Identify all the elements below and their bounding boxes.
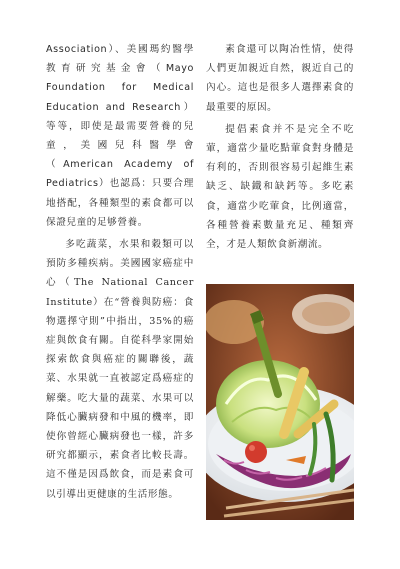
left-paragraph-2: 多吃蔬菜，水果和穀類可以預防多種疾病。美國國家癌症中心（The National Cancer Institute）在“營養與防癌：食物選擇守則”中指出，35%的癌症與飲食有關。自從科學家開始探索飲食與癌症的關聯後，蔬菜、水果就一直被認定爲癌症的解藥。吃大量的蔬菜、水果可以降低心臟病發和中風的機率，即使你曾經心臟病發也一樣，許多研究都顯示，素食者比較長壽。這不僅是因爲飲食，而是素食可以引導出更健康的生活形態。	[46, 239, 194, 500]
salad-illustration	[206, 284, 354, 520]
right-text-column	[206, 40, 354, 254]
left-paragraph-1: Association）、美國瑪約醫學教育研究基金會（Mayo Foundation for Medical Education and Research）等等，即使是最需要營養的兒童，美國兒科醫學會（American Academy of Pediatrics）也認爲：只要合理地搭配，各種類型的素食都可以保證兒童的足够營養。	[46, 44, 194, 228]
right-paragraph-1: 素食還可以陶冶性情，使得人們更加親近自然，親近自己的內心。這也是很多人選擇素食的最重要的原因。	[206, 44, 354, 113]
salad-photo	[206, 284, 354, 520]
right-paragraph-2: 提倡素食并不是完全不吃葷，適當少量吃點葷食對身體是有利的，否則很容易引起維生素缺乏、缺鐵和缺鈣等。多吃素食，適當少吃葷食，比例適當，各種營養素數量充足、種類齊全，才是人類飲食新潮流。	[206, 123, 354, 251]
left-text-column	[46, 40, 194, 504]
